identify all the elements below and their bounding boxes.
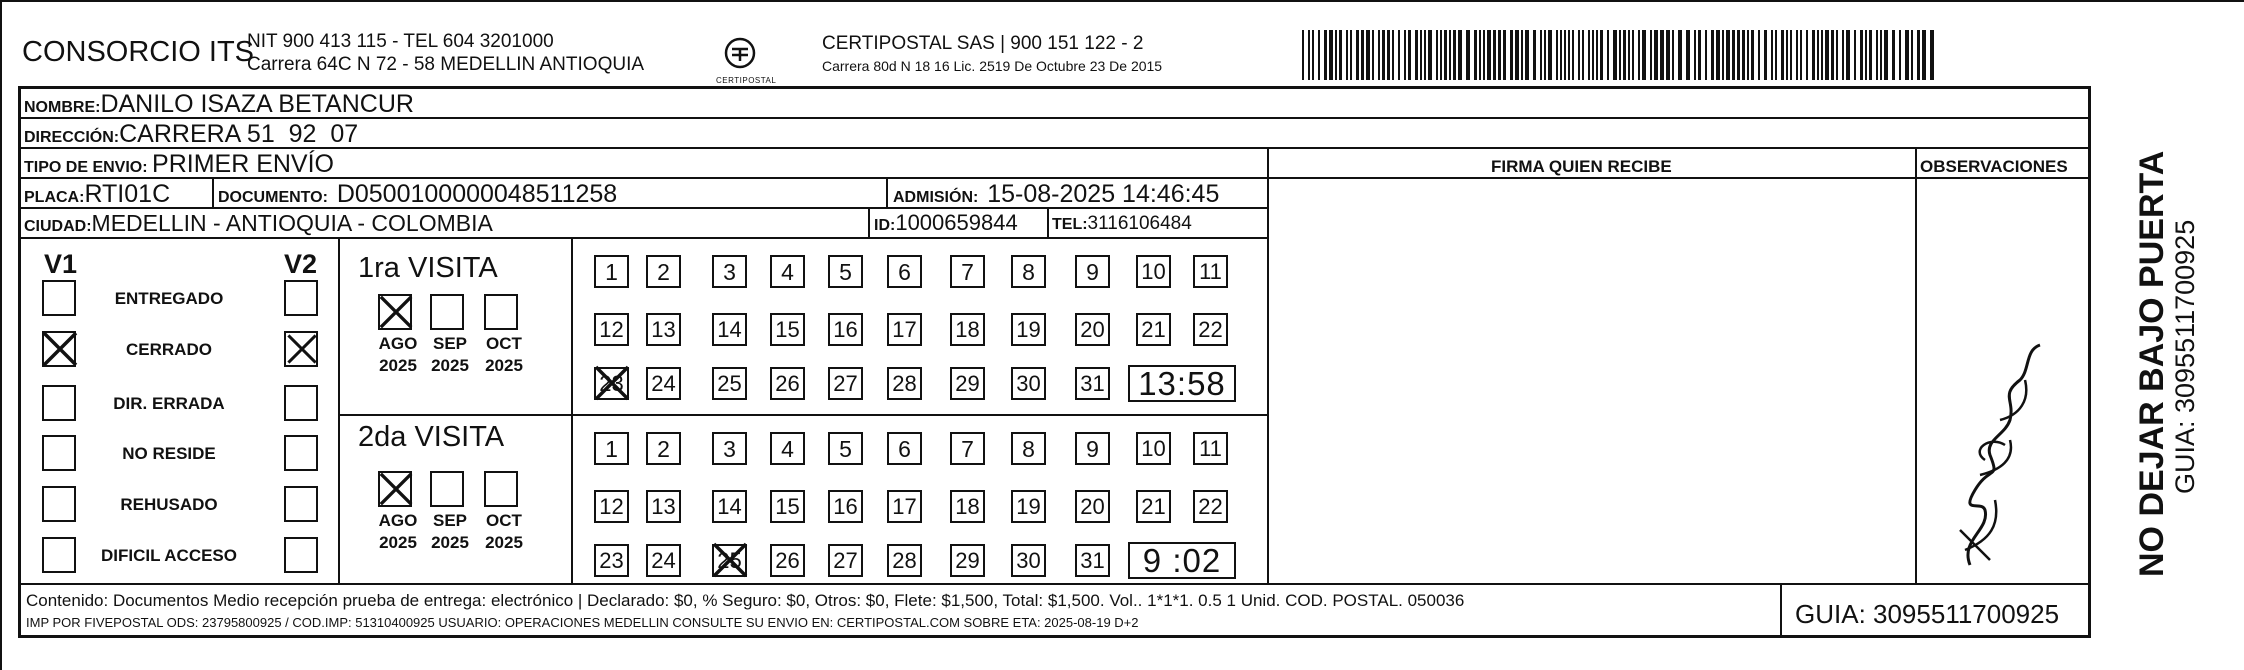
day-box[interactable]: 11 <box>1193 432 1228 465</box>
year-label: 2025 <box>431 533 469 552</box>
day-box[interactable]: 19 <box>1011 490 1046 523</box>
recipient-address: CARRERA 51 92 07 <box>119 120 359 148</box>
month-label: OCT <box>486 511 522 530</box>
side-warning <box>2133 151 2172 577</box>
barcode <box>1302 30 1940 80</box>
day-box[interactable]: 28 <box>887 544 922 577</box>
documento-value: D0500100000048511258 <box>336 180 618 208</box>
ciudad-field <box>24 212 493 235</box>
day-box[interactable]: 15 <box>770 313 805 346</box>
status-label: ENTREGADO <box>114 289 224 308</box>
company-nit: NIT 900 413 115 - TEL 604 3201000 <box>247 31 554 52</box>
day-box[interactable]: 13 <box>646 490 681 523</box>
day-box[interactable]: 31 <box>1075 367 1110 400</box>
day-box[interactable]: 20 <box>1075 490 1110 523</box>
certipostal-logo-icon <box>720 35 760 75</box>
year-label: 2025 <box>485 533 523 552</box>
tipo-row <box>24 152 334 177</box>
no-dejar-text: NO DEJAR BAJO PUERTA <box>2133 150 2171 577</box>
day-box[interactable]: 10 <box>1136 255 1171 288</box>
day-box[interactable]: 23 <box>594 367 629 400</box>
day-box[interactable]: 15 <box>770 490 805 523</box>
v2-check-mark <box>285 332 319 366</box>
day-box[interactable]: 29 <box>950 544 985 577</box>
ciudad-label: CIUDAD: <box>24 218 92 235</box>
month-label: OCT <box>486 334 522 353</box>
visit-time: 13:58 <box>1128 365 1236 402</box>
day-box[interactable]: 5 <box>828 432 863 465</box>
day-box[interactable]: 26 <box>770 367 805 400</box>
day-box[interactable]: 18 <box>950 313 985 346</box>
day-box[interactable]: 4 <box>770 432 805 465</box>
day-box[interactable]: 7 <box>950 432 985 465</box>
day-box[interactable]: 26 <box>770 544 805 577</box>
documento-label: DOCUMENTO: <box>218 189 328 206</box>
year-label: 2025 <box>485 356 523 375</box>
footer-guia: GUIA: 3095511700925 <box>1795 599 2060 629</box>
status-label: REHUSADO <box>120 495 218 514</box>
day-box[interactable]: 16 <box>828 313 863 346</box>
shipment-type: PRIMER ENVÍO <box>152 150 335 178</box>
tipo-label: TIPO DE ENVIO: <box>24 159 148 176</box>
logo-caption: CERTIPOSTAL <box>716 76 777 85</box>
placa-label: PLACA: <box>24 189 85 206</box>
admision-label: ADMISIÓN: <box>893 189 979 206</box>
day-box[interactable]: 7 <box>950 255 985 288</box>
v1-check-mark <box>40 329 80 369</box>
direccion-label: DIRECCIÓN: <box>24 129 120 146</box>
month-label: AGO <box>378 511 418 530</box>
day-box[interactable]: 9 <box>1075 432 1110 465</box>
day-box[interactable]: 25 <box>712 367 747 400</box>
day-box[interactable]: 4 <box>770 255 805 288</box>
day-box[interactable]: 1 <box>594 255 629 288</box>
day-box[interactable]: 23 <box>594 544 629 577</box>
recipient-signature <box>1930 340 2070 570</box>
v2-header: V2 <box>284 249 318 279</box>
day-box[interactable]: 25 <box>712 544 747 577</box>
id-field <box>874 212 1018 234</box>
day-check-mark <box>592 363 632 403</box>
year-label: 2025 <box>379 533 417 552</box>
day-box[interactable]: 22 <box>1193 490 1228 523</box>
day-box[interactable]: 14 <box>712 313 747 346</box>
placa-value: RTI01C <box>84 180 171 208</box>
firma-header: FIRMA QUIEN RECIBE <box>1491 157 1672 176</box>
nombre-row <box>24 92 414 117</box>
footer-content-line: Contenido: Documentos Medio recepción prueba de entrega: electrónico | Declarado: $0, % Seguro: $0, Otros: $0, Flete: $1,500, Total: $1,500. Vol.. 1*1*1. 0.5 1 Unid. COD. POSTAL. 050036 <box>26 591 1465 610</box>
id-label: ID: <box>874 217 896 234</box>
day-box[interactable]: 6 <box>887 255 922 288</box>
day-box[interactable]: 3 <box>712 255 747 288</box>
documento-field <box>218 182 617 207</box>
v1-header: V1 <box>44 249 78 279</box>
day-box[interactable]: 12 <box>594 490 629 523</box>
month-label: SEP <box>432 334 468 353</box>
top-border <box>0 0 2244 2</box>
day-box[interactable]: 29 <box>950 367 985 400</box>
left-border <box>0 0 2 670</box>
day-box[interactable]: 10 <box>1136 432 1171 465</box>
status-label: DIR. ERRADA <box>113 394 225 413</box>
day-box[interactable]: 21 <box>1136 490 1171 523</box>
status-label: NO RESIDE <box>122 444 216 463</box>
day-box[interactable]: 2 <box>646 255 681 288</box>
company-address: Carrera 64C N 72 - 58 MEDELLIN ANTIOQUIA <box>247 54 645 75</box>
day-box[interactable]: 3 <box>712 432 747 465</box>
day-box[interactable]: 30 <box>1011 367 1046 400</box>
day-box[interactable]: 6 <box>887 432 922 465</box>
day-box[interactable]: 24 <box>646 544 681 577</box>
visit-time: 9 :02 <box>1128 542 1236 579</box>
day-box[interactable]: 5 <box>828 255 863 288</box>
day-box[interactable]: 8 <box>1011 255 1046 288</box>
day-box[interactable]: 9 <box>1075 255 1110 288</box>
day-box[interactable]: 27 <box>828 367 863 400</box>
nombre-label: NOMBRE: <box>24 99 101 116</box>
brand-name: CONSORCIO ITS <box>22 36 255 68</box>
status-label: CERRADO <box>126 340 212 359</box>
day-box[interactable]: 27 <box>828 544 863 577</box>
day-box[interactable]: 16 <box>828 490 863 523</box>
day-check-mark <box>710 540 750 580</box>
day-box[interactable]: 1 <box>594 432 629 465</box>
day-box[interactable]: 21 <box>1136 313 1171 346</box>
recipient-name: DANILO ISAZA BETANCUR <box>100 90 414 118</box>
admision-field <box>893 182 1219 207</box>
year-label: 2025 <box>379 356 417 375</box>
visit2-title: 2da VISITA <box>358 421 505 453</box>
courier-address: Carrera 80d N 18 16 Lic. 2519 De Octubre 23 De 2015 <box>822 58 1163 74</box>
day-box[interactable]: 11 <box>1193 255 1228 288</box>
month-label: AGO <box>378 334 418 353</box>
day-box[interactable]: 18 <box>950 490 985 523</box>
month-check-mark <box>377 469 415 509</box>
day-box[interactable]: 14 <box>712 490 747 523</box>
day-box[interactable]: 19 <box>1011 313 1046 346</box>
footer-print-line: IMP POR FIVEPOSTAL ODS: 23795800925 / COD.IMP: 51310400925 USUARIO: OPERACIONES MEDELLIN CONSULTE SU ENVIO EN: CERTIPOSTAL.COM SOBRE ETA: 2025-08-19 D+2 <box>26 615 1139 630</box>
day-box[interactable]: 20 <box>1075 313 1110 346</box>
side-guia-text: GUIA: 3095511700925 <box>2170 219 2200 494</box>
placa-field <box>24 182 170 207</box>
ciudad-value: MEDELLIN - ANTIOQUIA - COLOMBIA <box>91 210 493 236</box>
month-checkbox[interactable] <box>430 294 464 330</box>
day-box[interactable]: 17 <box>887 313 922 346</box>
id-value: 1000659844 <box>895 210 1018 235</box>
day-box[interactable]: 13 <box>646 313 681 346</box>
courier-name: CERTIPOSTAL SAS | 900 151 122 - 2 <box>822 33 1144 54</box>
day-box[interactable]: 30 <box>1011 544 1046 577</box>
observaciones-header: OBSERVACIONES <box>1920 157 2068 176</box>
day-box[interactable]: 31 <box>1075 544 1110 577</box>
day-box[interactable]: 24 <box>646 367 681 400</box>
month-check-mark <box>377 292 415 332</box>
visit1-title: 1ra VISITA <box>358 252 498 284</box>
side-guia <box>2170 220 2201 494</box>
month-checkbox[interactable] <box>430 471 464 507</box>
day-box[interactable]: 28 <box>887 367 922 400</box>
admision-value: 15-08-2025 14:46:45 <box>987 180 1220 208</box>
day-box[interactable]: 12 <box>594 313 629 346</box>
tel-value: 3116106484 <box>1087 213 1192 234</box>
month-checkbox[interactable] <box>484 294 518 330</box>
month-label: SEP <box>432 511 468 530</box>
year-label: 2025 <box>431 356 469 375</box>
day-box[interactable]: 22 <box>1193 313 1228 346</box>
month-checkbox[interactable] <box>484 471 518 507</box>
day-box[interactable]: 2 <box>646 432 681 465</box>
tel-field <box>1052 214 1192 233</box>
status-label: DIFICIL ACCESO <box>100 546 237 565</box>
direccion-row <box>24 122 358 147</box>
day-box[interactable]: 8 <box>1011 432 1046 465</box>
tel-label: TEL: <box>1052 216 1088 233</box>
day-box[interactable]: 17 <box>887 490 922 523</box>
